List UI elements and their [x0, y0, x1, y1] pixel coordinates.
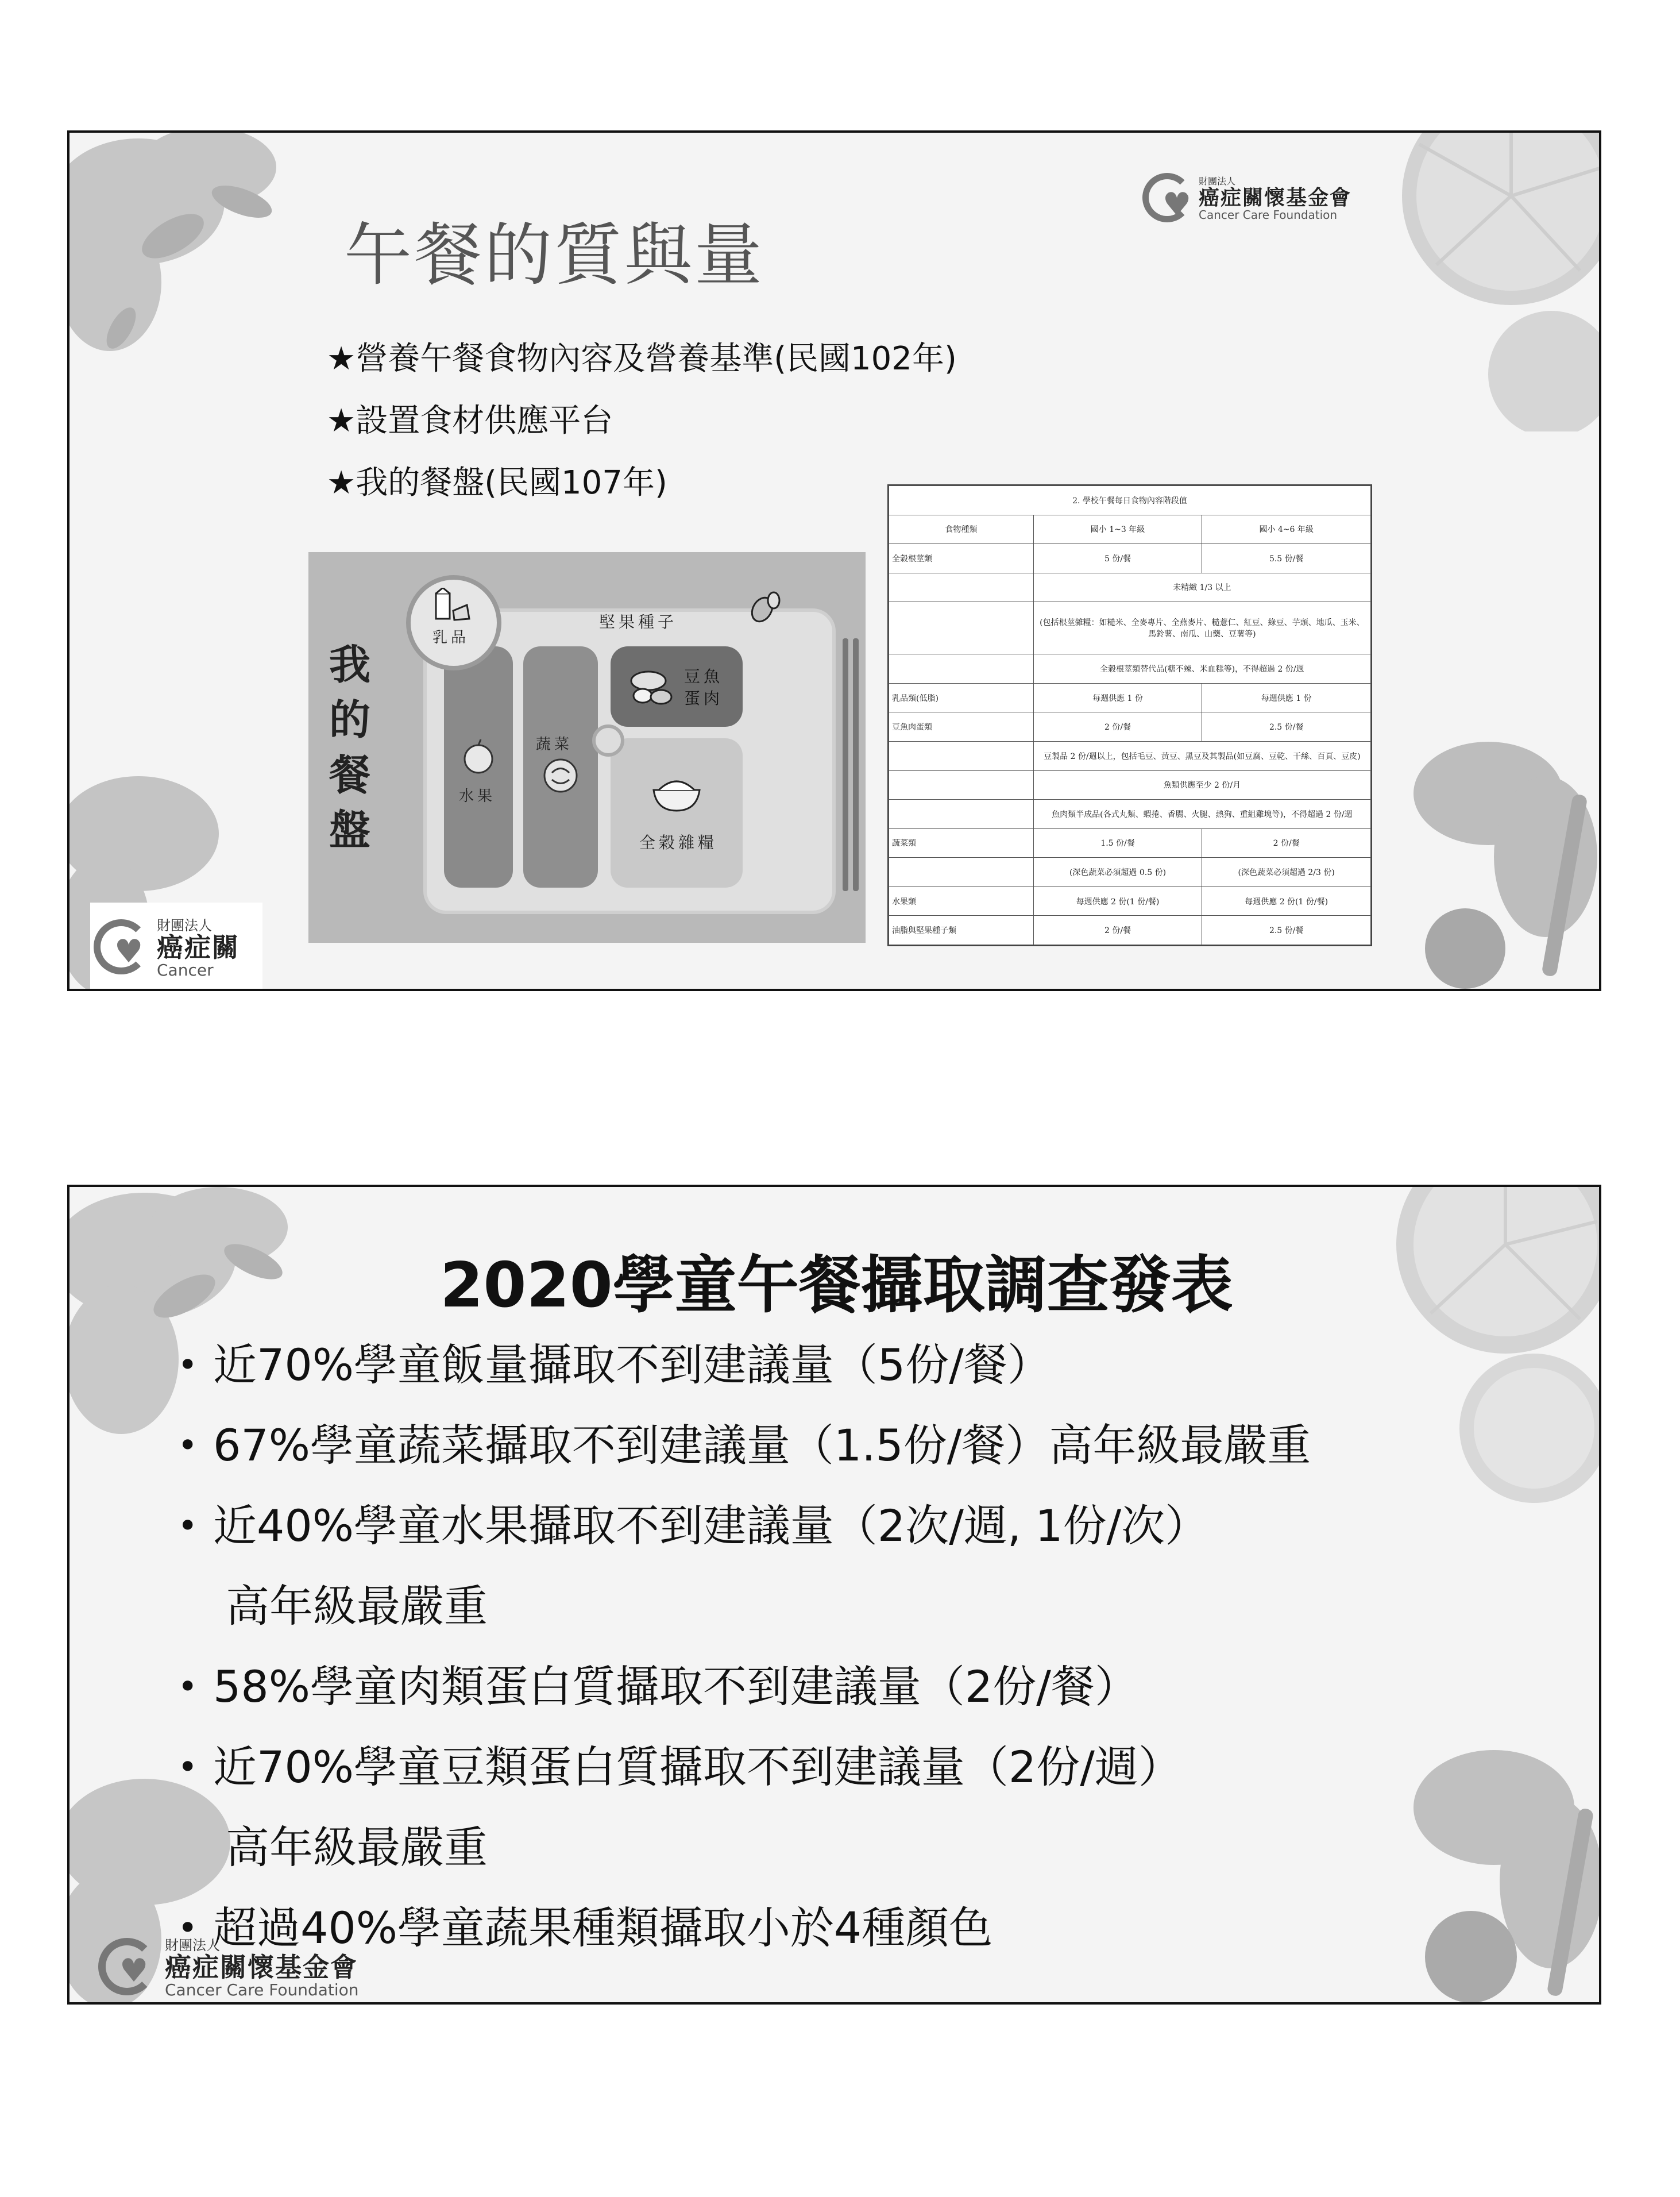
table-cell: (包括根莖雜糧：如糙米、全麥專片、全燕麥片、糙薏仁、紅豆、綠豆、芋頭、地瓜、玉米、馬鈴薯、南瓜、山藥、豆薯等): [1033, 602, 1370, 654]
grains-label: 全穀雜糧: [639, 833, 718, 852]
table-cell: 每週供應 1 份: [1033, 683, 1202, 712]
finding-text: 67%學童蔬菜攝取不到建議量（1.5份/餐）高年級最嚴重: [213, 1420, 1311, 1471]
bullet-list: [327, 328, 957, 514]
table-cell: 2 份/餐: [1033, 712, 1202, 742]
table-cell: 2.5 份/餐: [1202, 712, 1371, 742]
table-cell: 每週供應 2 份(1 份/餐): [1202, 886, 1371, 916]
slide-title: 2020學童午餐攝取調查發表: [440, 1250, 1233, 1321]
foundation-heart-icon: [94, 919, 149, 974]
fruit-icon: [460, 738, 497, 775]
nuts-seeds-label: 堅果種子: [599, 612, 678, 631]
table-cell: (深色蔬菜必須超過 0.5 份): [1033, 858, 1202, 887]
logo-small-text: 財團法人: [157, 918, 212, 934]
orange-slice-decoration-icon: [1362, 133, 1601, 431]
finding-continuation: 高年級最嚴重: [226, 1822, 488, 1873]
bullet-item: ★設置食材供應平台: [327, 402, 613, 440]
bullet-symbol: •: [177, 1345, 198, 1385]
finding-text: 58%學童肉類蛋白質攝取不到建議量（2份/餐）: [213, 1661, 1138, 1712]
dairy-circle: [406, 575, 501, 670]
vegetable-decoration-bottom-right-icon: [1373, 707, 1601, 991]
table-cell: 蔬菜類: [889, 828, 1034, 858]
dairy-label: 乳品: [432, 629, 470, 646]
plate-center-circle: [592, 724, 624, 757]
table-cell: 每週供應 1 份: [1202, 683, 1371, 712]
foundation-heart-icon: [1142, 173, 1192, 222]
list-item: [177, 1727, 1311, 1807]
bullet-symbol: •: [177, 1747, 198, 1787]
table-cell: 魚類供應至少 2 份/月: [1033, 770, 1370, 800]
table-cell: 5.5 份/餐: [1202, 544, 1371, 573]
bullet-symbol: •: [177, 1908, 198, 1948]
table-cell: 全穀根莖類替代品(糖不辣、米血糕等)，不得超過 2 份/週: [1033, 654, 1370, 684]
lunch-standard-table: [887, 484, 1372, 946]
table-cell: 5 份/餐: [1033, 544, 1202, 573]
logo-english: Cancer Care Foundation: [165, 1980, 359, 1999]
my-plate-label: 我的餐盤: [329, 640, 371, 854]
table-cell: 2 份/餐: [1202, 828, 1371, 858]
bullet-symbol: •: [177, 1667, 198, 1707]
fruit-compartment: [444, 646, 513, 888]
table-cell: 2.5 份/餐: [1202, 916, 1371, 945]
finding-text: 近40%學童水果攝取不到建議量（2次/週, 1份/次）: [213, 1500, 1209, 1551]
list-item: [177, 1405, 1311, 1486]
list-item: [177, 1647, 1311, 1727]
table-cell: 油脂與堅果種子類: [889, 916, 1034, 945]
my-plate-panel: [308, 552, 866, 943]
rice-bowl-icon: [651, 773, 702, 813]
table-cell: 水果類: [889, 886, 1034, 916]
bullet-item: ★營養午餐食物內容及營養基準(民國102年): [327, 340, 957, 377]
slide-title: 午餐的質與量: [344, 215, 765, 295]
table-cell: 每週供應 2 份(1 份/餐): [1033, 886, 1202, 916]
slide-lunch-quality: [67, 130, 1601, 991]
foundation-logo-cropped: [90, 903, 262, 989]
table-cell: 魚肉類半成品(各式丸類、蝦捲、香腸、火腿、熱狗、重組雞塊等)，不得超過 2 份/週: [1033, 800, 1370, 829]
logo-english: Cancer Care Foundation: [1199, 207, 1338, 222]
fish-egg-meat-icon: [625, 664, 677, 710]
slide-survey-2020: [67, 1185, 1601, 2005]
table-caption: 2. 學校午餐每日食物內容階段值: [889, 486, 1371, 515]
table-cell: 豆製品 2 份/週以上，包括毛豆、黃豆、黑豆及其製品(如豆腐、豆乾、干絲、百頁、豆皮): [1033, 741, 1370, 770]
milk-carton-icon: [431, 588, 472, 622]
chopstick: [843, 638, 848, 891]
table-header: 食物種類: [889, 515, 1034, 544]
logo-small-text: 財團法人: [1199, 175, 1236, 187]
finding-continuation: 高年級最嚴重: [226, 1581, 488, 1632]
table-cell: [889, 858, 1034, 887]
nuts-seeds-icon: [745, 587, 785, 627]
protein-compartment: [611, 646, 743, 727]
list-item: [177, 1486, 1311, 1566]
bullet-symbol: •: [177, 1425, 198, 1466]
finding-text: 近70%學童飯量攝取不到建議量（5份/餐）: [213, 1339, 1051, 1390]
chopstick: [853, 638, 859, 891]
table-header: 國小 1~3 年級: [1033, 515, 1202, 544]
finding-text: 近70%學童豆類蛋白質攝取不到建議量（2份/週）: [213, 1741, 1182, 1793]
leaf-decoration-top-left-icon: [69, 133, 311, 397]
protein-label: 豆魚蛋肉: [684, 667, 724, 708]
table-cell: 未精緻 1/3 以上: [1033, 573, 1370, 602]
table-cell: (深色蔬菜必須超過 2/3 份): [1202, 858, 1371, 887]
vegetable-decoration-bottom-right-icon: [1373, 1716, 1601, 2005]
foundation-logo: [1142, 173, 1351, 222]
table-header: 國小 4~6 年級: [1202, 515, 1371, 544]
table-cell: 豆魚肉蛋類: [889, 712, 1034, 742]
cabbage-icon: [540, 756, 581, 796]
vegetable-label: 蔬菜: [536, 736, 573, 753]
bullet-symbol: •: [177, 1506, 198, 1546]
table-cell: 乳品類(低脂): [889, 683, 1034, 712]
logo-english: Cancer: [157, 961, 214, 980]
table-cell: 1.5 份/餐: [1033, 828, 1202, 858]
list-item: [177, 1325, 1311, 1405]
table-cell: 2 份/餐: [1033, 916, 1202, 945]
logo-name: 癌症關懷基金會: [1199, 185, 1352, 210]
grains-compartment: [611, 738, 743, 888]
logo-small-text: 財團法人: [165, 1937, 220, 1953]
logo-name: 癌症關: [157, 932, 240, 963]
table-cell: 全穀根莖類: [889, 544, 1034, 573]
foundation-heart-icon: [98, 1938, 156, 1995]
vegetable-compartment: [523, 646, 598, 888]
fruit-label: 水果: [459, 788, 496, 805]
finding-text: 超過40%學童蔬果種類攝取小於4種顏色: [213, 1902, 993, 1953]
logo-name: 癌症關懷基金會: [165, 1952, 358, 1983]
foundation-logo: [98, 1934, 359, 1999]
bullet-item: ★我的餐盤(民國107年): [327, 464, 667, 502]
